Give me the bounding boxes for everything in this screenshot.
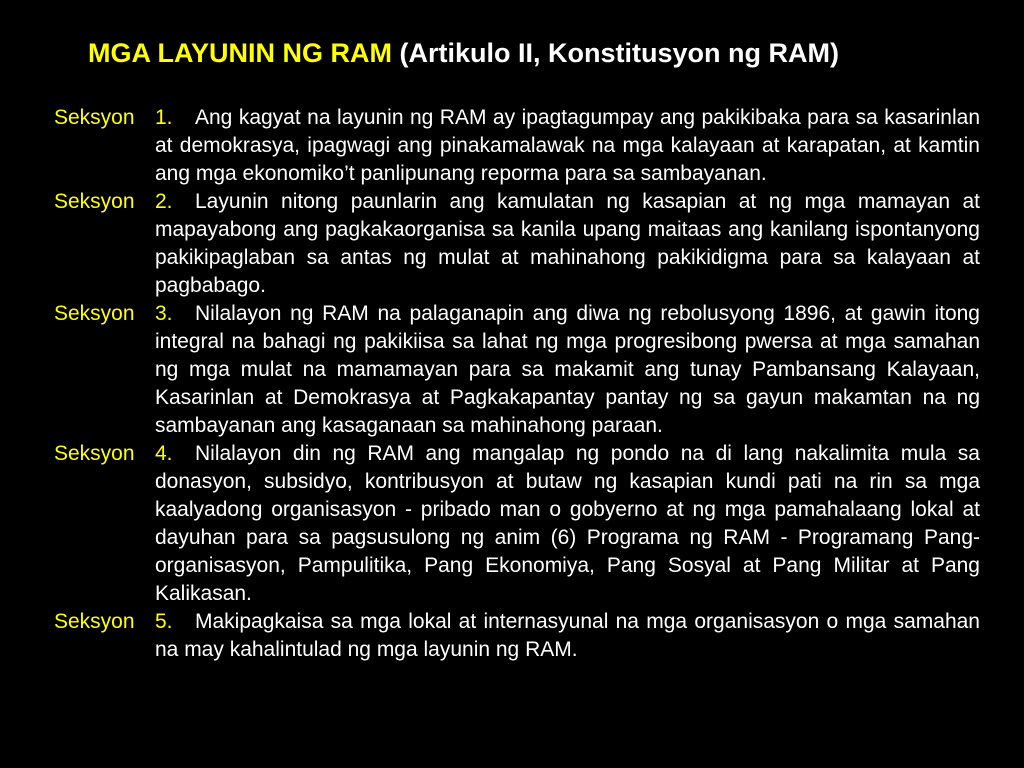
section-number: 3. xyxy=(155,302,173,325)
section-label: Seksyon xyxy=(54,610,135,633)
sections-list xyxy=(54,104,980,664)
section-number: 1. xyxy=(155,106,173,129)
title-subtitle: (Artikulo II, Konstitusyon ng RAM) xyxy=(399,38,839,68)
section-3 xyxy=(54,300,980,440)
section-number: 5. xyxy=(155,610,173,633)
section-2 xyxy=(54,188,980,300)
section-text: Nilalayon din ng RAM ang mangalap ng pondo na di lang nakalimita mula sa donasyon, subsidyo, kontribusyon at butaw ng kasapian kundi pati na rin sa mga kaalyadong organisasyon - pribado man o gobyerno at ng mga pamahalaang lokal at dayuhan para sa pagsusulong ng anim (6) Programa ng RAM - Programang Pang-organisasyon, Pampulitika, Pang Ekonomiya, Pang Sosyal at Pang Militar at Pang Kalikasan. xyxy=(155,442,980,605)
section-label: Seksyon xyxy=(54,442,135,465)
title-accent: MGA LAYUNIN NG RAM xyxy=(88,38,393,68)
section-text: Makipagkaisa sa mga lokal at internasyunal na mga organisasyon o mga samahan na may kahalintulad ng mga layunin ng RAM. xyxy=(155,610,980,661)
section-4 xyxy=(54,440,980,608)
section-text: Nilalayon ng RAM na palaganapin ang diwa ng rebolusyong 1896, at gawin itong integral na bahagi ng pakikiisa sa lahat ng mga progresibong pwersa at mga samahan ng mga mulat na mamamayan para sa makamit ang tunay Pambansang Kalayaan, Kasarinlan at Demokrasya at Pagkakapantay pantay ng sa gayun makamtan na ng sambayanan ang kasaganaan sa mahinahong paraan. xyxy=(155,302,980,437)
section-label: Seksyon xyxy=(54,106,135,129)
section-text: Ang kagyat na layunin ng RAM ay ipagtagumpay ang pakikibaka para sa kasarinlan at demokrasya, ipagwagi ang pinakamalawak na mga kalayaan at karapatan, at kamtin ang mga ekonomiko’t panlipunang reporma para sa sambayanan. xyxy=(155,106,980,185)
slide-title xyxy=(88,36,988,70)
section-text: Layunin nitong paunlarin ang kamulatan ng kasapian at ng mga mamayan at mapayabong ang pagkakaorganisa sa kanila upang maitaas ang kanilang ispontanyong pakikipaglaban sa antas ng mulat at mahinahong pakikidigma para sa kalayaan at pagbabago. xyxy=(155,190,980,297)
section-number: 4. xyxy=(155,442,173,465)
section-label: Seksyon xyxy=(54,190,135,213)
section-5 xyxy=(54,608,980,664)
section-number: 2. xyxy=(155,190,173,213)
section-label: Seksyon xyxy=(54,302,135,325)
section-1 xyxy=(54,104,980,188)
